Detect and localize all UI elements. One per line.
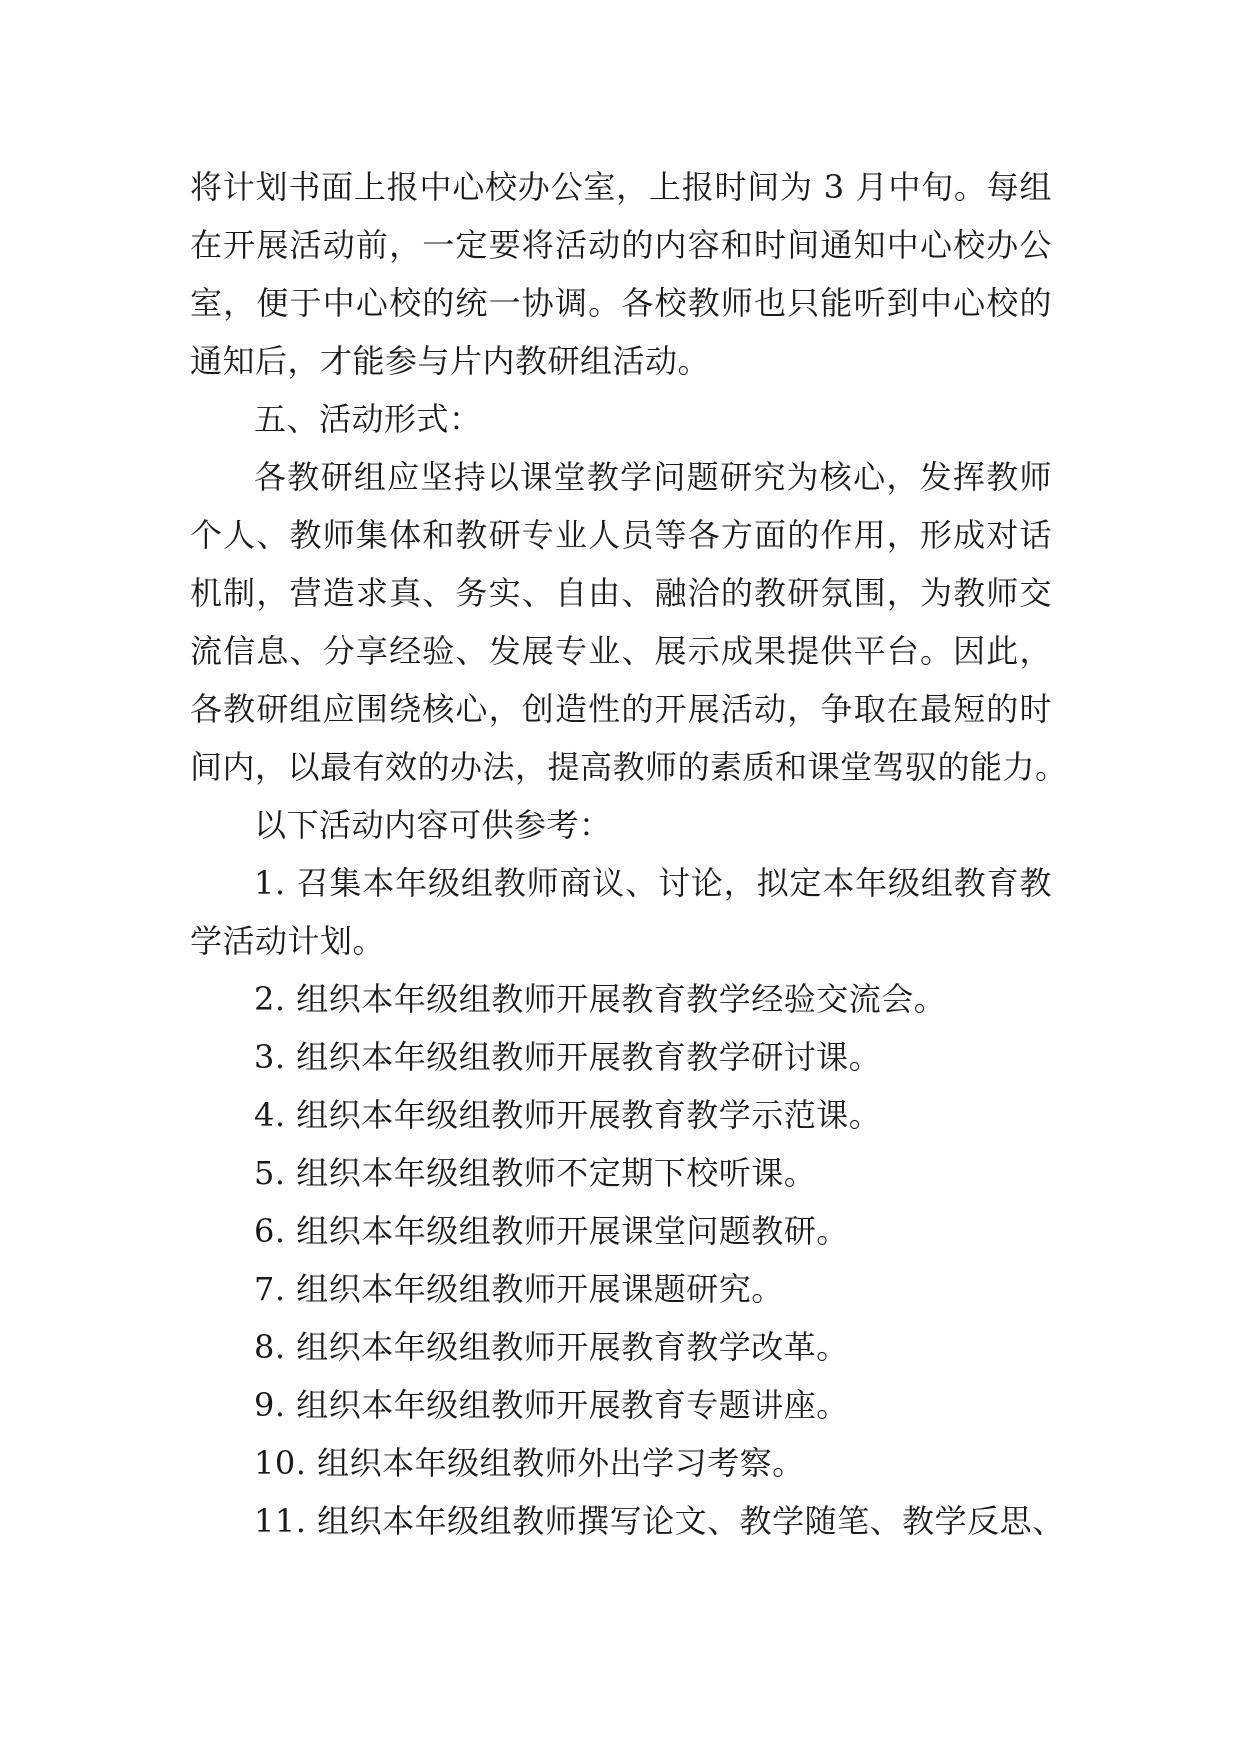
paragraph-line: 将计划书面上报中心校办公室，上报时间为 3 月中旬。每组 xyxy=(190,168,1052,206)
list-item: 8. 组织本年级组教师开展教育教学改革。 xyxy=(254,1328,849,1366)
paragraph-line: 个人、教师集体和教研专业人员等各方面的作用，形成对话 xyxy=(190,516,1052,554)
document-body xyxy=(190,158,1068,1550)
list-item: 2. 组织本年级组教师开展教育教学经验交流会。 xyxy=(254,980,947,1018)
paragraph-line: 间内，以最有效的办法，提高教师的素质和课堂驾驭的能力。 xyxy=(190,748,1068,786)
paragraph-line: 流信息、分享经验、发展专业、展示成果提供平台。因此， xyxy=(190,632,1052,670)
list-item: 6. 组织本年级组教师开展课堂问题教研。 xyxy=(254,1212,849,1250)
list-item: 7. 组织本年级组教师开展课题研究。 xyxy=(254,1270,784,1308)
list-item: 4. 组织本年级组教师开展教育教学示范课。 xyxy=(254,1096,882,1134)
list-item: 3. 组织本年级组教师开展教育教学研讨课。 xyxy=(254,1038,882,1076)
paragraph-line: 各教研组应围绕核心，创造性的开展活动，争取在最短的时 xyxy=(190,690,1052,728)
list-item: 5. 组织本年级组教师不定期下校听课。 xyxy=(254,1154,817,1192)
paragraph-line: 各教研组应坚持以课堂教学问题研究为核心，发挥教师 xyxy=(254,458,1052,496)
list-item-continuation: 学活动计划。 xyxy=(190,922,386,960)
paragraph-line: 室，便于中心校的统一协调。各校教师也只能听到中心校的 xyxy=(190,284,1052,322)
paragraph-line: 在开展活动前，一定要将活动的内容和时间通知中心校办公 xyxy=(190,226,1052,264)
list-item: 11. 组织本年级组教师撰写论文、教学随笔、教学反思、 xyxy=(254,1502,1065,1540)
list-item: 9. 组织本年级组教师开展教育专题讲座。 xyxy=(254,1386,849,1424)
paragraph-line: 以下活动内容可供参考： xyxy=(254,806,612,844)
paragraph-line: 通知后，才能参与片内教研组活动。 xyxy=(190,342,711,380)
section-heading: 五、活动形式： xyxy=(254,400,482,438)
list-item: 1. 召集本年级组教师商议、讨论，拟定本年级组教育教 xyxy=(254,864,1052,902)
list-item: 10. 组织本年级组教师外出学习考察。 xyxy=(254,1444,805,1482)
paragraph-line: 机制，营造求真、务实、自由、融洽的教研氛围，为教师交 xyxy=(190,574,1052,612)
